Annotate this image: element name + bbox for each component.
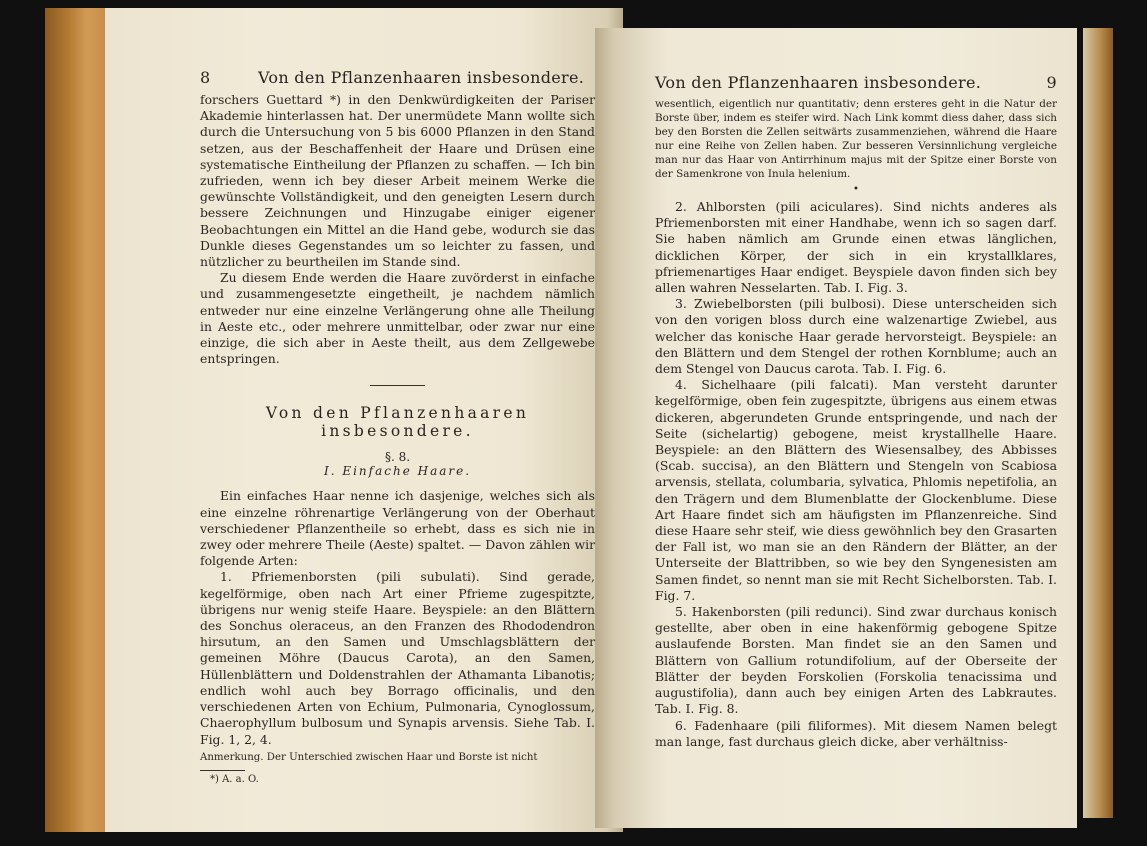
- separator-dot: •: [853, 184, 859, 195]
- footnote: *) A. a. O.: [210, 774, 259, 786]
- definition-paragraph: Ein einfaches Haar nenne ich dasjenige, welches sich als eine einzelne röhrenartige Verlängerung von der Oberhaut verschiedener Pflanzentheile so erhebt, dass es sich nie in zwey oder mehrere Theile (Aeste) spaltet. — Davon zählen wir folgende Arten:: [200, 488, 595, 569]
- book-edge-right: [1083, 28, 1113, 818]
- left-page: [105, 8, 623, 832]
- item-fadenhaare: 6. Fadenhaare (pili filiformes). Mit diesem Namen belegt man lange, fast durchaus gleich dicke, aber verhältniss-: [655, 717, 1057, 749]
- open-book: [45, 8, 1113, 832]
- page-number-left: 8: [200, 68, 211, 87]
- item-pfriemenborsten: 1. Pfriemenborsten (pili subulati). Sind gerade, kegelförmige, oben nach Art einer Pfrieme zugespitzte, übrigens nur wenig steife Haare. Beyspiele: an den Blättern des Sonchus oleraceus, an den Franzen des Rhododendron hirsutum, an den Samen und Umschlagsblättern der gemeinen Möhre (Daucus Carota), an den Samen, Hüllenblättern und Doldenstrahlen der Athamanta Libanotis; endlich wohl auch bey Borrago officinalis, und den verschiedenen Arten von Echium, Pulmonaria, Cynoglossum, Chaerophyllum bulbosum und Synapis arvensis. Siehe Tab. I. Fig. 1, 2, 4.: [200, 569, 595, 747]
- section-divider: [370, 385, 425, 386]
- running-head-right: Von den Pflanzenhaaren insbesondere.: [655, 73, 982, 92]
- item-hakenborsten: 5. Hakenborsten (pili redunci). Sind zwar durchaus konisch gestellte, aber oben in eine hakenförmig gebogene Spitze auslaufende Borsten. Man findet sie an den Samen und Blättern von Gallium rotundifolium, auf der Oberseite der Blätter der beyden Forskolien (Forskolia tenacissima und augustifolia), dann auch bey einigen Arten des Labkrautes. Tab. I. Fig. 8.: [655, 604, 1057, 717]
- section-title: Von den Pflanzenhaaren insbesondere.: [265, 404, 530, 441]
- item-zwiebelborsten: 3. Zwiebelborsten (pili bulbosi). Diese unterscheiden sich von den vorigen bloss durch eine walzenartige Zwiebel, aus welcher das konische Haar gerade hervorsteigt. Beyspiele: an den Blättern und dem Stengel der rothen Kornblume; auch an dem Stengel von Daucus carota. Tab. I. Fig. 6.: [655, 296, 1057, 377]
- paragraph-mark: §. 8.: [384, 450, 411, 465]
- footnote-rule: [200, 770, 245, 771]
- division-paragraph: Zu diesem Ende werden die Haare zuvörderst in einfache und zusammengesetzte eingetheilt, je nachdem nämlich entweder nur eine einzelne Verlängerung ohne alle Theilung in Aeste etc., oder mehrere unmittelbar, oder zwar nur eine einzige, die sich aber in Aeste theilt, aus dem Zellgewebe entspringen.: [200, 270, 595, 367]
- subsection-title: I. Einfache Haare.: [323, 464, 472, 479]
- remark-start: Anmerkung. Der Unterschied zwischen Haar und Borste ist nicht: [200, 751, 538, 763]
- item-ahlborsten: 2. Ahlborsten (pili aciculares). Sind nichts anderes als Pfriemenborsten mit einer Handhabe, wenn ich so sagen darf. Sie haben nämlich am Grunde einen etwas länglichen, dicklichen Körper, der sich in ein krystallklares, pfriemenartiges Haar endiget. Beyspiele davon finden sich bey allen wahren Nesselarten. Tab. I. Fig. 3.: [655, 199, 1057, 296]
- left-page-header: [200, 68, 595, 92]
- remark-continued: wesentlich, eigentlich nur quantitativ; denn ersteres geht in die Natur der Borste über, indem es steifer wird. Nach Link kommt diess daher, dass sich bey den Borsten die Zellen seitwärts zusammenziehen, während die Haare nur eine Reihe von Zellen haben. Zur besseren Versinnlichung vergleiche man nur das Haar von Antirrhinum majus mit der Spitze einer Borste von der Samenkrone von Inula helenium.: [655, 98, 1057, 180]
- running-head-left: Von den Pflanzenhaaren insbesondere.: [258, 68, 585, 87]
- right-page-header: [655, 73, 1057, 97]
- right-page: [595, 28, 1077, 828]
- page-number-right: 9: [1046, 73, 1057, 92]
- intro-paragraph: forschers Guettard *) in den Denkwürdigkeiten der Pariser Akademie hinterlassen hat. Der unermüdete Mann wollte sich durch die Untersuchung von 5 bis 6000 Pflanzen in den Stand setzen, aus der Beschaffenheit der Haare und Drüsen eine systematische Eintheilung der Pflanzen zu schaffen. — Ich bin zufrieden, wenn ich bey dieser Arbeit meinem Werke die gewünschte Vollständigkeit, und den geneigten Lesern durch bessere Zeichnungen und Hinzugabe einiger eigener Beobachtungen ein Mittel an die Hand gebe, wodurch sie das Dunkle dieses Gegenstandes um so leichter zu fassen, und nützlicher zu beurtheilen im Stande sind.: [200, 92, 595, 270]
- item-sichelhaare: 4. Sichelhaare (pili falcati). Man versteht darunter kegelförmige, oben fein zugespitzte, übrigens aus einem etwas dickeren, abgerundeten Grunde entspringende, und nach der Seite (sichelartig) gebogene, meist krystallhelle Haare. Beyspiele: an den Blättern des Wiesensalbey, des Abbisses (Scab. succisa), an den Blättern und Stengeln von Scabiosa arvensis, stellata, columbaria, sylvatica, Phlomis nepetifolia, an den Trägern und dem Blumenblatte der Glockenblume. Diese Art Haare findet sich am häufigsten im Pflanzenreiche. Sind diese Haare sehr steif, wie diess gewöhnlich bey den Grasarten der Fall ist, wo man sie an den Rändern der Blätter, an der Unterseite der Blattribben, so wie bey den Syngenesisten am Samen findet, so nennt man sie mit Recht Sichelborsten. Tab. I. Fig. 7.: [655, 377, 1057, 603]
